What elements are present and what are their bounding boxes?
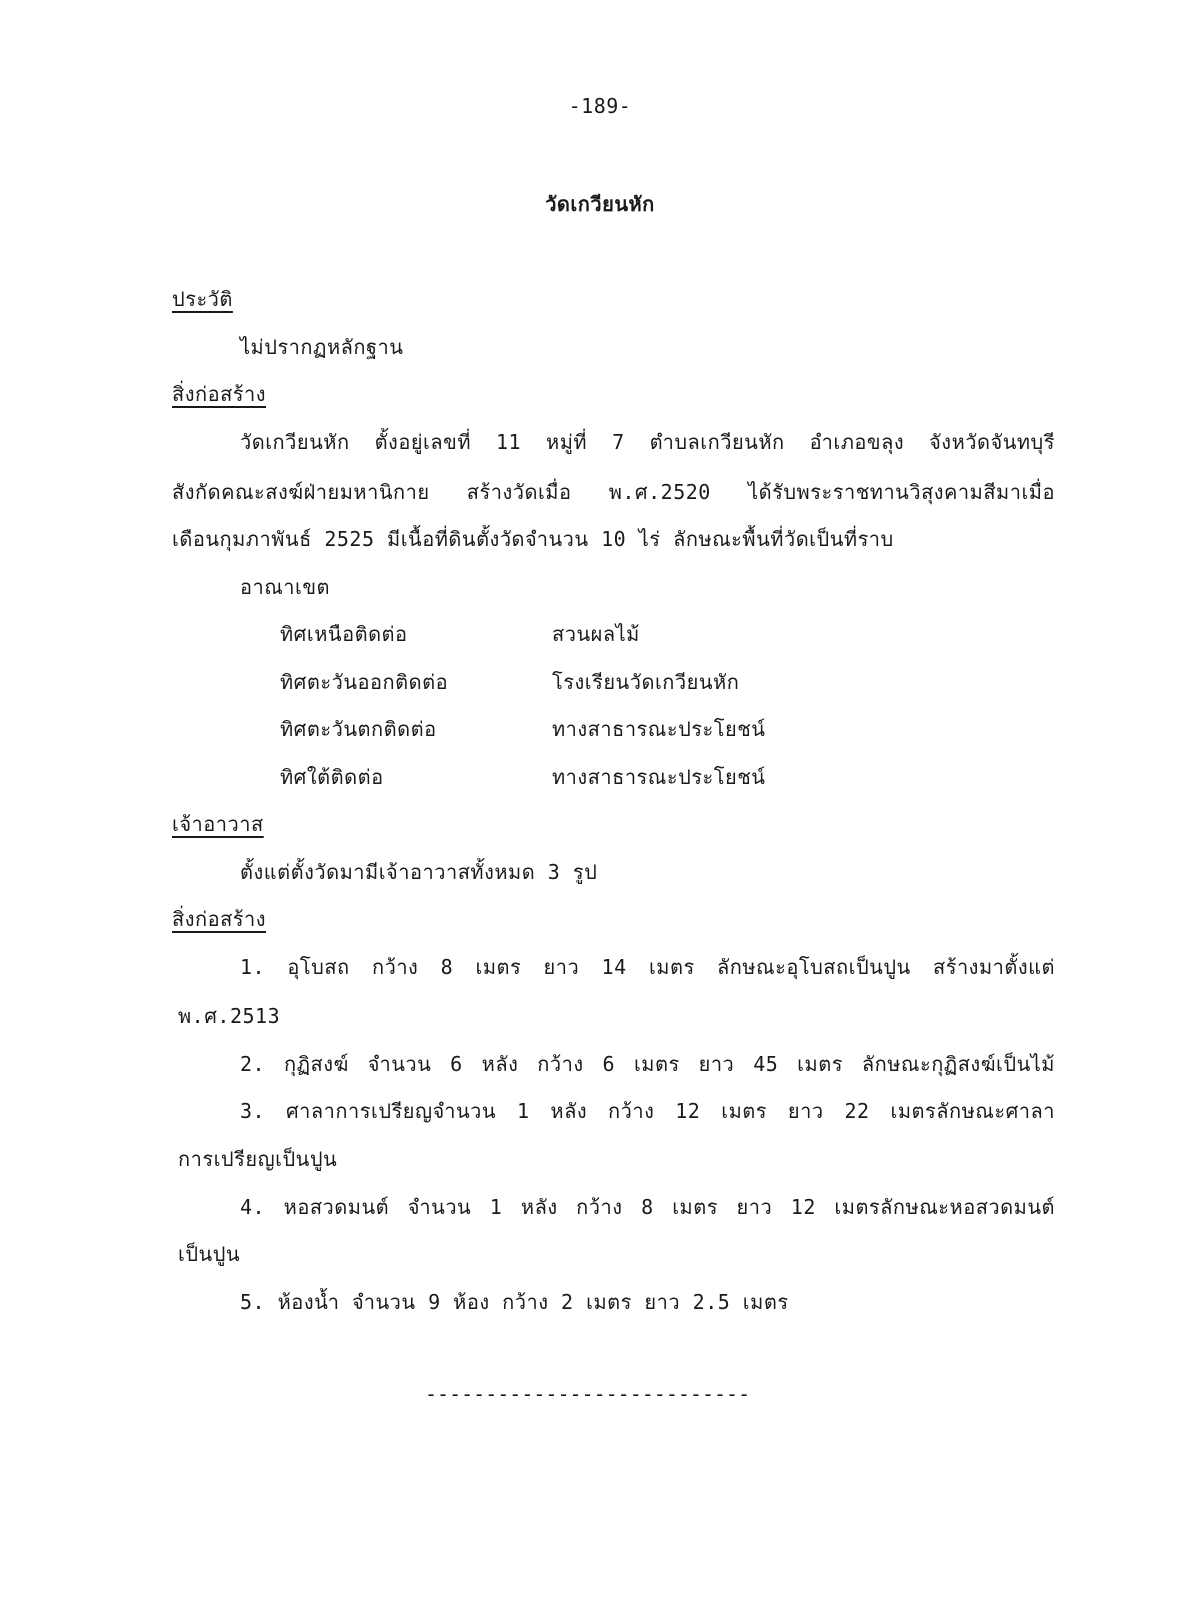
building-item-3-line-1: 3. ศาลาการเปรียญจำนวน 1 หลัง กว้าง 12 เมตร ยาว 22 เมตรลักษณะศาลา: [240, 1099, 1055, 1123]
boundary-east-adjacent: โรงเรียนวัดเกวียนหัก: [552, 670, 740, 694]
building-item-4-line-2: เป็นปูน: [178, 1242, 241, 1266]
building-item-1-line-1: 1. อุโบสถ กว้าง 8 เมตร ยาว 14 เมตร ลักษณะอุโบสถเป็นปูน สร้างมาตั้งแต่: [240, 955, 1055, 979]
end-rule: ---------------------------: [425, 1382, 751, 1406]
history-text: ไม่ปรากฏหลักฐาน: [240, 335, 404, 359]
location-line-1: วัดเกวียนหัก ตั้งอยู่เลขที่ 11 หมู่ที่ 7 ตำบลเกวียนหัก อำเภอขลุง จังหวัดจันทบุรี: [240, 430, 1055, 454]
abbots-text: ตั้งแต่ตั้งวัดมามีเจ้าอาวาสทั้งหมด 3 รูป: [240, 860, 598, 884]
building-item-1-line-2: พ.ศ.2513: [178, 1004, 281, 1028]
boundary-west-direction: ทิศตะวันตกติดต่อ: [280, 717, 437, 741]
location-line-2: สังกัดคณะสงฆ์ฝ่ายมหานิกาย สร้างวัดเมื่อ พ.ศ.2520 ได้รับพระราชทานวิสุงคามสีมาเมื่อ: [172, 480, 1055, 504]
building-item-4-line-1: 4. หอสวดมนต์ จำนวน 1 หลัง กว้าง 8 เมตร ยาว 12 เมตรลักษณะหอสวดมนต์: [240, 1195, 1055, 1219]
boundary-south-adjacent: ทางสาธารณะประโยชน์: [552, 765, 766, 789]
history-heading: ประวัติ: [172, 287, 233, 311]
location-line-3: เดือนกุมภาพันธ์ 2525 มีเนื้อที่ดินตั้งวัดจำนวน 10 ไร่ ลักษณะพื้นที่วัดเป็นที่ราบ: [172, 527, 894, 551]
buildings-heading: สิ่งก่อสร้าง: [172, 907, 267, 931]
building-item-5-line-1: 5. ห้องน้ำ จำนวน 9 ห้อง กว้าง 2 เมตร ยาว 2.5 เมตร: [240, 1290, 789, 1314]
page-number: -189-: [568, 94, 632, 118]
building-item-2-line-1: 2. กุฏิสงฆ์ จำนวน 6 หลัง กว้าง 6 เมตร ยาว 45 เมตร ลักษณะกุฏิสงฆ์เป็นไม้: [240, 1052, 1055, 1076]
boundary-east-direction: ทิศตะวันออกติดต่อ: [280, 670, 449, 694]
boundary-label: อาณาเขต: [240, 575, 331, 599]
boundary-north-direction: ทิศเหนือติดต่อ: [280, 622, 408, 646]
location-heading: สิ่งก่อสร้าง: [172, 382, 267, 406]
boundary-north-adjacent: สวนผลไม้: [552, 622, 640, 646]
abbots-heading: เจ้าอาวาส: [172, 812, 264, 836]
boundary-south-direction: ทิศใต้ติดต่อ: [280, 765, 384, 789]
page-title: วัดเกวียนหัก: [545, 192, 655, 216]
building-item-3-line-2: การเปรียญเป็นปูน: [178, 1147, 338, 1171]
boundary-west-adjacent: ทางสาธารณะประโยชน์: [552, 717, 766, 741]
